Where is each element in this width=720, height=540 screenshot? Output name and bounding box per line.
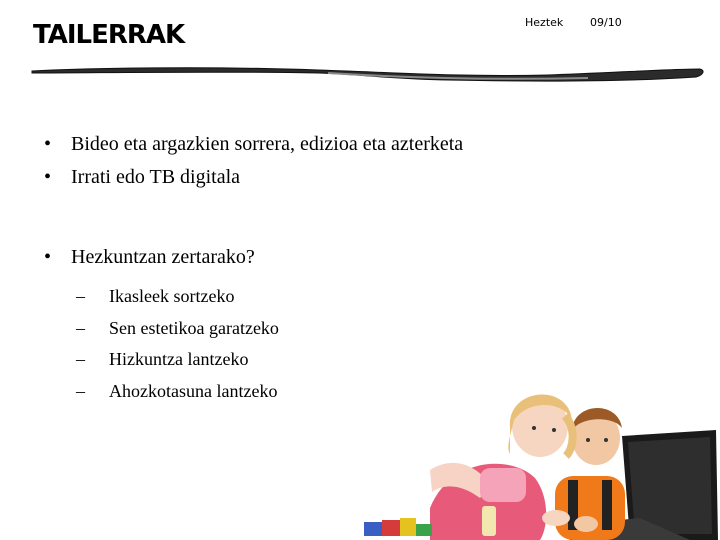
children-at-laptop-photo xyxy=(360,358,720,540)
sub-bullet-item: – Hizkuntza lantzeko xyxy=(76,344,463,376)
bullet-item: • Bideo eta argazkien sorrera, edizioa eta azterketa xyxy=(44,128,463,161)
page-number: 09/10 xyxy=(590,16,622,29)
sub-bullet-item: – Ikasleek sortzeko xyxy=(76,281,463,313)
bullet-item: • Irrati edo TB digitala xyxy=(44,161,463,194)
header-label: Heztek xyxy=(525,16,564,29)
bullet-text: Hezkuntzan zertarako? xyxy=(71,246,255,268)
title-underline-brush xyxy=(28,60,708,84)
sub-bullet-item: – Sen estetikoa garatzeko xyxy=(76,313,463,345)
slide-title: TAILERRAK xyxy=(33,20,185,50)
sub-bullet-item: – Ahozkotasuna lantzeko xyxy=(76,376,463,408)
girl-figure xyxy=(430,395,573,540)
